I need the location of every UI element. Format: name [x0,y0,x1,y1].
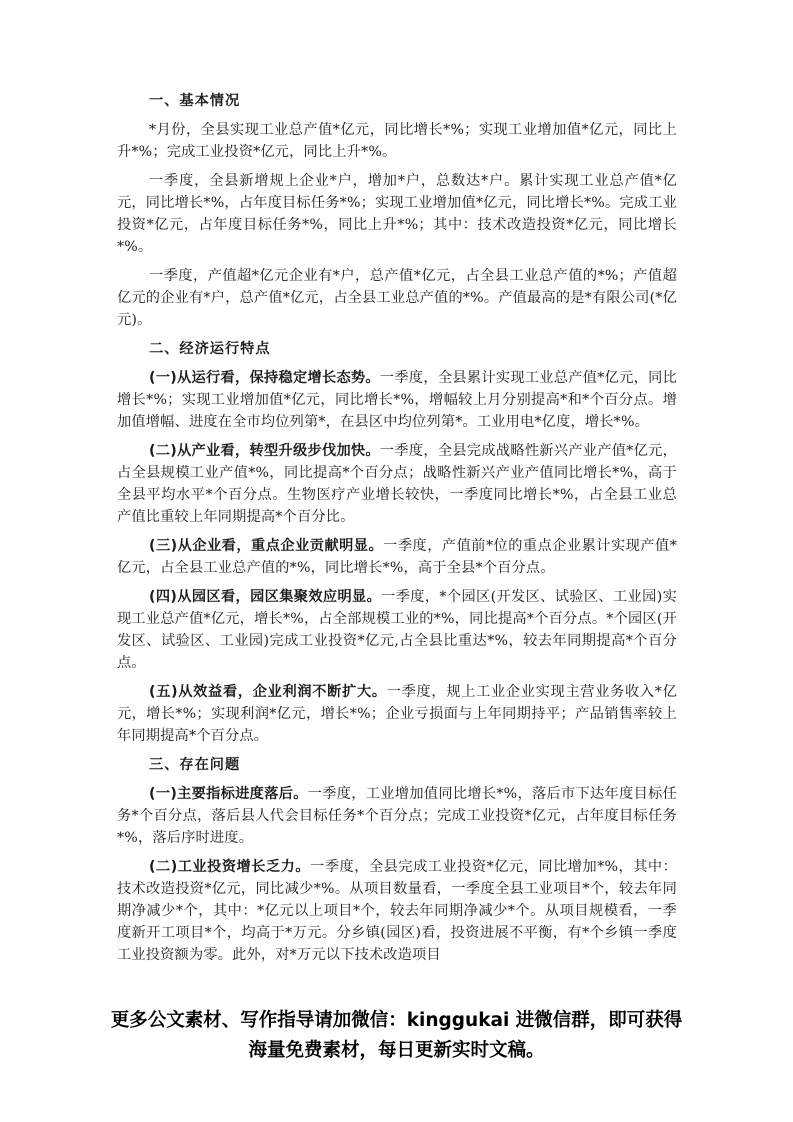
paragraph-lead: (三)从企业看，重点企业贡献明显。 [149,538,384,554]
paragraph [117,783,677,849]
paragraph: 一季度，全县新增规上企业*户，增加*户，总数达*户。累计实现工业总产值*亿元，同比增长*%，占年度目标任务*%；实现工业增加值*亿元，同比增长*%。完成工业投资*亿元，占年度目标任务*%，同比上升*%；其中：技术改造投资*亿元，同比增长*%。 [117,173,677,255]
section-heading-problems: 三、存在问题 [149,757,241,773]
promo-footer [110,1006,683,1066]
paragraph [117,681,677,747]
paragraph-text: 一季度，全县完成战略性新兴产业产值*亿元，占全县规模工业产值*%，同比提高*个百分点；战略性新兴产业产值同比增长*%，高于全县平均水平*个百分点。生物医疗产业增长较快，一季度同比增长*%，占全县工业总产值比重较上年同期提高*个百分比。 [117,443,678,525]
paragraph [117,535,677,579]
document-body [117,90,677,973]
section-heading-features: 二、经济运行特点 [149,341,271,357]
paragraph [117,367,677,433]
paragraph-lead: (二)从产业看，转型升级步伐加快。 [149,443,380,459]
paragraph-text: 一季度，全县累计实现工业总产值*亿元，同比增长*%；实现工业增加值*亿元，同比增长*%，增幅较上月分别提高*和*个百分点。增加值增幅、进度在全市均位列第*，在县区中均位列第*。工业用电*亿度，增长*%。 [117,370,678,430]
paragraph [117,440,677,528]
paragraph-lead: (五)从效益看，企业利润不断扩大。 [149,684,387,700]
section-heading-basic: 一、基本情况 [149,93,241,109]
paragraph [117,586,677,674]
paragraph: *月份，全县实现工业总产值*亿元，同比增长*%；实现工业增加值*亿元，同比上升*%；完成工业投资*亿元，同比上升*%。 [117,122,677,160]
promo-line: 更多公文素材、写作指导请加微信：kinggukai 进微信群，即可获得 [110,1010,683,1031]
paragraph [117,856,677,966]
paragraph-lead: (四)从园区看，园区集聚效应明显。 [149,589,382,605]
paragraph-text: 一季度，全县完成工业投资*亿元，同比增加*%，其中：技术改造投资*亿元，同比减少*%。从项目数量看，一季度全县工业项目*个，较去年同期净减少*个，其中：*亿元以上项目*个，较去年同期净减少*个。从项目规模看，一季度新开工项目*个，均高于*万元。分乡镇(园区)看，投资进展不平衡，有*个乡镇一季度工业投资额为零。此外，对*万元以下技术改造项目 [117,859,678,963]
paragraph-text: 一季度，工业增加值同比增长*%，落后市下达年度目标任务*个百分点，落后县人代会目标任务*个百分点；完成工业投资*亿元，占年度目标任务*%，落后序时进度。 [117,786,677,846]
paragraph-text: 一季度，*个园区(开发区、试验区、工业园)实现工业总产值*亿元，增长*%，占全部规模工业的*%，同比提高*个百分点。*个园区(开发区、试验区、工业园)完成工业投资*亿元,占全县比重达*%，较去年同期提高*个百分点。 [117,589,677,671]
paragraph-lead: (二)工业投资增长乏力。 [149,859,311,875]
paragraph-lead: (一)从运行看，保持稳定增长态势。 [149,370,380,386]
paragraph: 一季度，产值超*亿元企业有*户，总产值*亿元，占全县工业总产值的*%；产值超亿元的企业有*户，总产值*亿元，占全县工业总产值的*%。产值最高的是*有限公司(*亿元)。 [117,268,677,328]
promo-line: 海量免费素材，每日更新实时文稿。 [248,1040,545,1061]
paragraph-text: 一季度，产值前*位的重点企业累计实现产值*亿元，占全县工业总产值的*%，同比增长*%，高于全县*个百分点。 [117,538,677,576]
paragraph-lead: (一)主要指标进度落后。 [149,786,308,802]
paragraph-text: 一季度，规上工业企业实现主营业务收入*亿元，增长*%；实现利润*亿元，增长*%；企业亏损面与上年同期持平；产品销售率较上年同期提高*个百分点。 [117,684,677,744]
